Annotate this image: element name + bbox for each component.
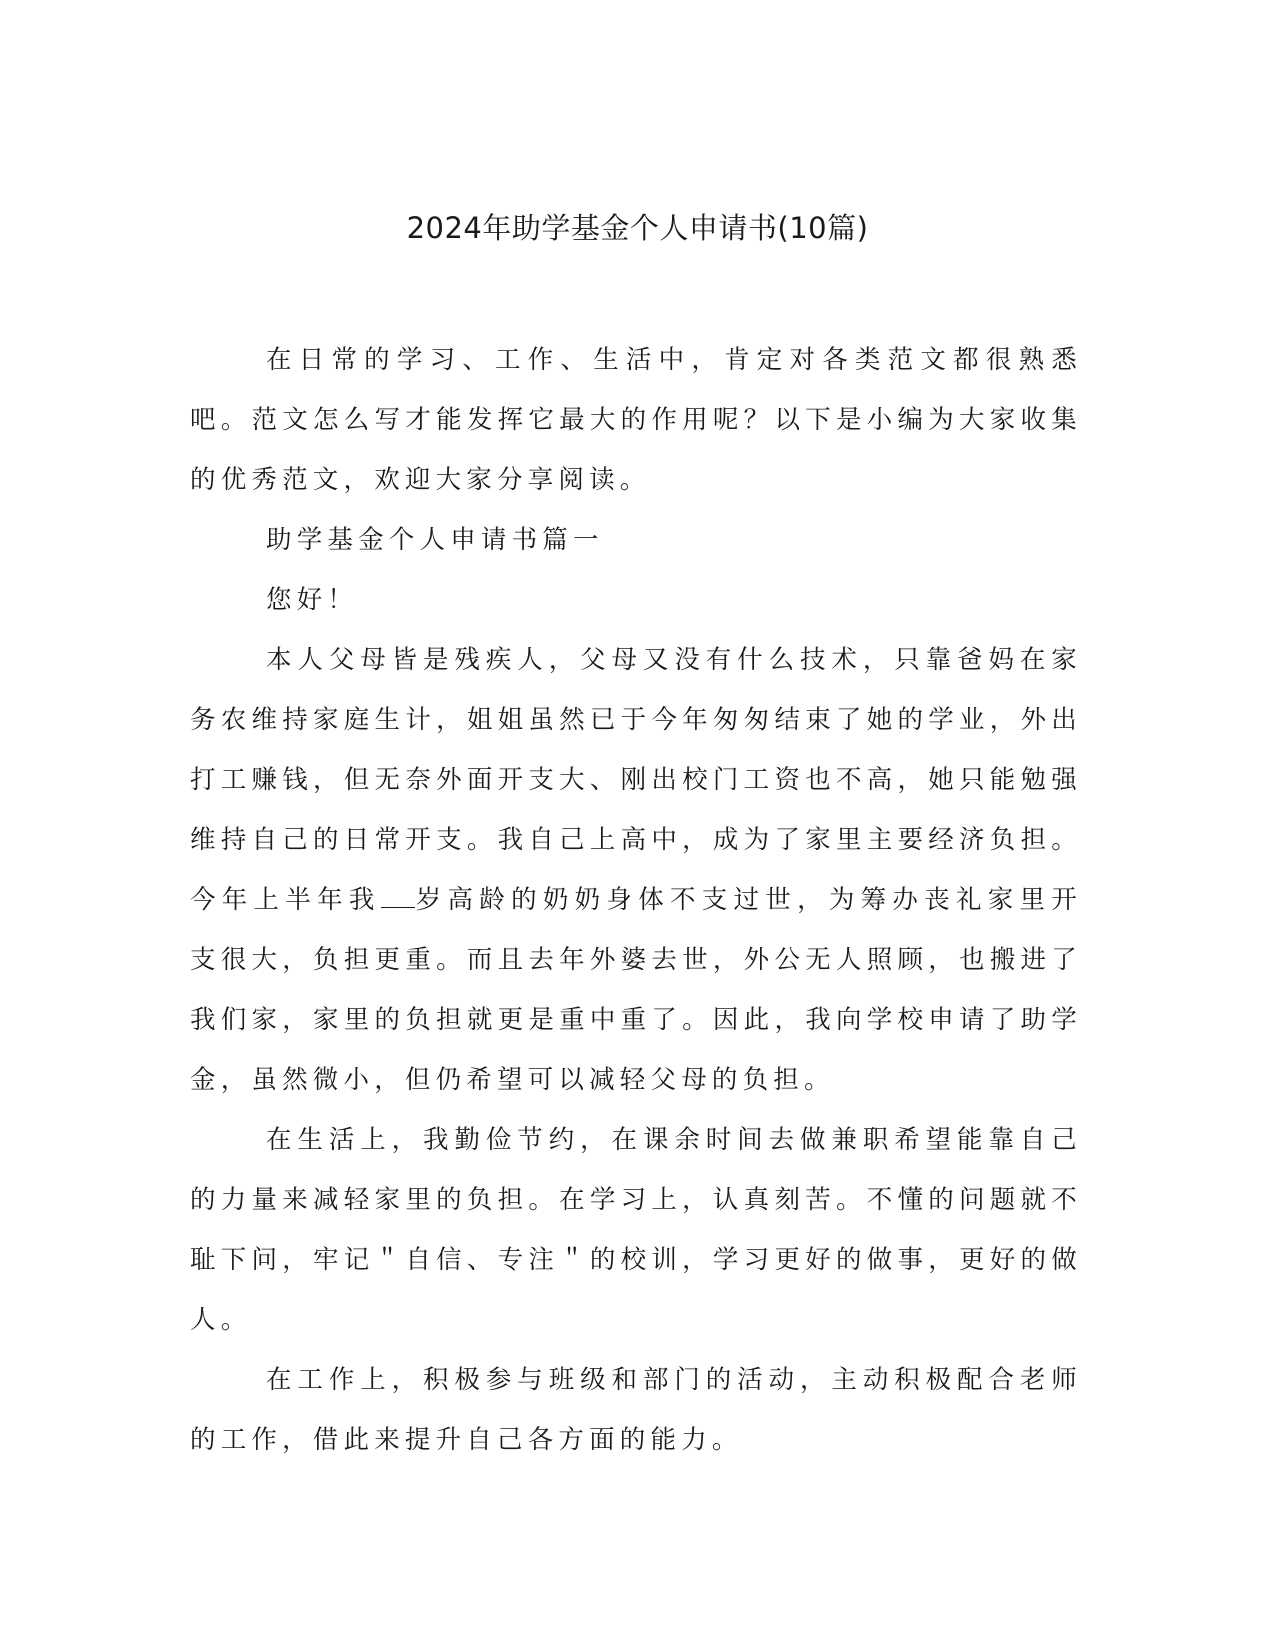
body-paragraph-1-part-2: 岁高龄的奶奶身体不支过世，为筹办丧礼家里开支很大，负担更重。而且去年外婆去世，外公无人照顾，也搬进了我们家，家里的负担就更是重中重了。因此，我向学校申请了助学金，虽然微小，但仍希望可以减轻父母的负担。 bbox=[190, 885, 1083, 1095]
body-paragraph-1 bbox=[190, 630, 1082, 1110]
document-body bbox=[190, 330, 1082, 1470]
body-paragraph-1-part-1: 本人父母皆是残疾人，父母又没有什么技术，只靠爸妈在家务农维持家庭生计，姐姐虽然已于今年匆匆结束了她的学业，外出打工赚钱，但无奈外面开支大、刚出校门工资也不高，她只能勉强维持自己的日常开支。我自己上高中，成为了家里主要经济负担。今年上半年我 bbox=[190, 645, 1082, 915]
body-paragraph-2: 在生活上，我勤俭节约，在课余时间去做兼职希望能靠自己的力量来减轻家里的负担。在学习上，认真刻苦。不懂的问题就不耻下问，牢记＂自信、专注＂的校训，学习更好的做事，更好的做人。 bbox=[190, 1125, 1082, 1335]
greeting: 您好！ bbox=[266, 585, 359, 615]
fill-in-blank bbox=[381, 885, 415, 908]
document-title: 2024年助学基金个人申请书(10篇) bbox=[406, 211, 869, 245]
section-heading: 助学基金个人申请书篇一 bbox=[266, 525, 604, 555]
intro-paragraph: 在日常的学习、工作、生活中，肯定对各类范文都很熟悉吧。范文怎么写才能发挥它最大的作用呢？以下是小编为大家收集的优秀范文，欢迎大家分享阅读。 bbox=[190, 345, 1082, 495]
body-paragraph-3: 在工作上，积极参与班级和部门的活动，主动积极配合老师的工作，借此来提升自己各方面的能力。 bbox=[190, 1365, 1082, 1455]
